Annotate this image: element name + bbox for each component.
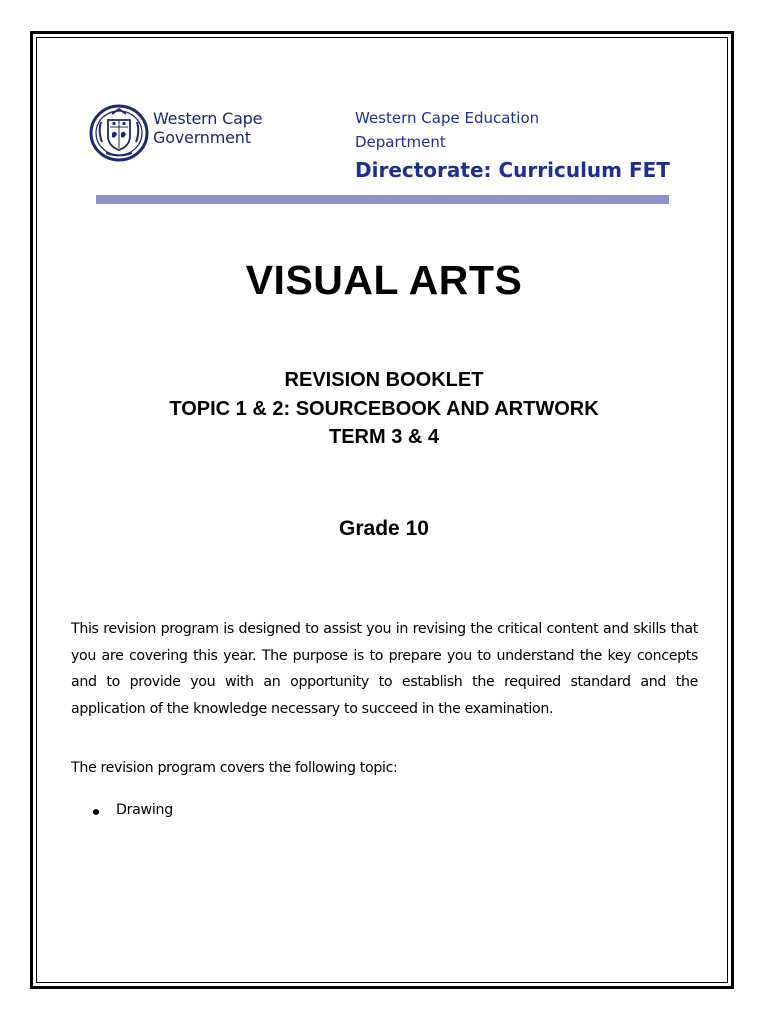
directorate-heading: Directorate: Curriculum FET [355,158,670,182]
topic-label: Drawing [116,802,173,818]
department-line-1: Western Cape Education [355,109,540,127]
logo-line-2: Government [153,128,251,147]
subtitle-line-2: TOPIC 1 & 2: SOURCEBOOK AND ARTWORK [169,398,599,420]
covers-sentence: The revision program covers the following topic: [71,760,398,776]
header-divider [96,195,669,204]
coat-of-arms-icon [88,100,150,164]
wcg-logo [88,100,288,164]
topic-list [93,802,173,818]
grade-heading: Grade 10 [339,517,429,540]
subtitle-line-3: TERM 3 & 4 [328,426,440,448]
department-name [355,106,539,154]
intro-paragraph: This revision program is designed to assist you in revising the critical content and skills that you are covering this year. The purpose is to prepare you to understand the key concepts and to provide you with an opportunity to establish the required standard and the application of the knowledge necessary to succeed in the examination. [71,621,698,717]
subtitle-line-1: REVISION BOOKLET [284,369,484,391]
bullet-icon [93,809,99,815]
page-title: VISUAL ARTS [245,257,523,303]
logo-line-1: Western Cape [153,109,263,128]
list-item [93,802,173,818]
department-line-2: Department [355,133,446,151]
